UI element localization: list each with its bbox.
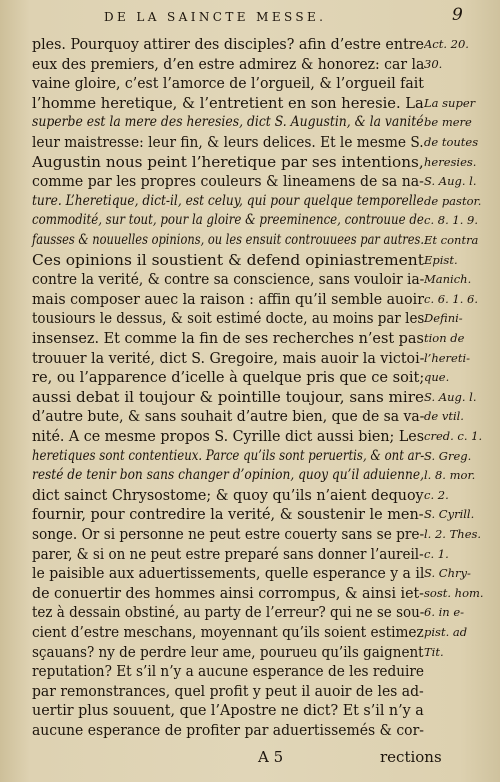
- margin-note: S. Aug. l.: [424, 174, 477, 189]
- text-line: aussi debat il toujour & pointille toujour, sans mire: [32, 387, 424, 406]
- text-line: resté de tenir bon sans changer d’opinion, quoy qu’il aduienne,: [32, 467, 424, 484]
- text-line: Augustin nous peint l’heretique par ses intentions,: [32, 152, 424, 171]
- text-line: superbe est la mere des heresies, dict S. Augustin, & la vanité: [32, 114, 424, 131]
- text-line: commodité, sur tout, pour la gloire & preeminence, controuue de: [32, 212, 424, 229]
- margin-note: l. 2. Thes.: [424, 527, 482, 541]
- margin-note: Et contra: [424, 233, 479, 247]
- text-line: Ces opinions il soustient & defend opiniastrement: [32, 250, 424, 269]
- text-line: sçauans? ny de perdre leur ame, pourueu qu’ils gaignent: [32, 642, 424, 661]
- margin-note: c. 6. 1. 6.: [424, 291, 478, 306]
- text-line: eux des premiers, d’en estre admirez & honorez: car la: [32, 54, 425, 73]
- margin-note: Epist.: [424, 252, 458, 267]
- margin-note: l. 8. mor.: [424, 468, 476, 483]
- text-line: fournir, pour contredire la verité, & soustenir le men-: [32, 505, 424, 524]
- text-line: leur maistresse: leur fin, & leurs delices. Et le mesme S.: [32, 133, 424, 151]
- margin-note: tion de: [424, 331, 465, 345]
- text-line: trouuer la verité, dict S. Gregoire, mais auoir la victoi-: [32, 348, 425, 367]
- text-line: cient d’estre meschans, moyennant qu’ils soient estimez: [32, 623, 424, 641]
- signature-mark: A 5: [258, 748, 284, 766]
- text-line: heretiques sont contentieux. Parce qu’ils sont peruertis, & ont ar-: [32, 447, 425, 464]
- margin-note: Manich.: [424, 272, 472, 287]
- margin-note: c. 1.: [424, 546, 449, 561]
- text-line: dict sainct Chrysostome; & quoy qu’ils n’aient dequoy: [32, 485, 424, 504]
- page-number: 9: [452, 5, 463, 25]
- text-line: tez à dessain obstiné, au party de l’erreur? qui ne se sou-: [32, 603, 425, 622]
- margin-note: c. 2.: [424, 487, 449, 502]
- text-line: le paisible aux aduertissements, quelle esperance y a il: [32, 564, 425, 583]
- margin-note: 30.: [424, 56, 443, 71]
- margin-note: La super: [424, 95, 476, 110]
- text-line: tousiours le dessus, & soit estimé docte, au moins par les: [32, 309, 425, 328]
- margin-note: de vtil.: [424, 409, 464, 424]
- margin-note: Tit.: [424, 644, 444, 659]
- text-line: aucune esperance de profiter par aduertissemés & cor-: [32, 721, 424, 739]
- text-line: songe. Or si personne ne peut estre couerty sans se pre-: [32, 525, 425, 543]
- margin-note: de pastor.: [424, 193, 482, 208]
- text-line: reputation? Et s’il n’y a aucune esperance de les reduire: [32, 662, 424, 681]
- text-line: fausses & nouuelles opinions, ou les ensuit controuuees par autres.: [32, 232, 425, 248]
- text-line: ture. L’heretique, dict-il, est celuy, qui pour quelque temporelle: [32, 192, 424, 209]
- text-line: mais composer auec la raison : affin qu’il semble auoir: [32, 289, 424, 308]
- text-line: l’homme heretique, & l’entretient en son heresie. La: [32, 93, 424, 112]
- text-line: par remonstrances, quel profit y peut il auoir de les ad-: [32, 681, 424, 700]
- text-line: uertir plus souuent, que l’Apostre ne dict? Et s’il n’y a: [32, 701, 424, 720]
- page-header: [0, 4, 500, 30]
- text-line: insensez. Et comme la fin de ses recherches n’est pas: [32, 329, 424, 347]
- margin-note: cred. c. 1.: [424, 429, 483, 443]
- margin-note: S. Cyrill.: [424, 507, 475, 522]
- text-line: de conuertir des hommes ainsi corrompus, & ainsi iet-: [32, 583, 424, 602]
- margin-note: de toutes: [424, 135, 479, 149]
- text-line: contre la verité, & contre sa conscience, sans vouloir ia-: [32, 270, 425, 289]
- margin-note: que.: [424, 370, 450, 385]
- catchword: rections: [380, 748, 442, 766]
- margin-note: heresies.: [424, 154, 477, 169]
- margin-note: l’hereti-: [424, 350, 471, 365]
- text-line: nité. A ce mesme propos S. Cyrille dict aussi bien; Les: [32, 427, 425, 445]
- margin-note: 6. in e-: [424, 605, 465, 620]
- margin-note: S. Greg.: [424, 448, 472, 463]
- text-line: re, ou l’apparence d’icelle à quelque pris que ce soit;: [32, 368, 425, 387]
- text-line: comme par les propres couleurs & lineamens de sa na-: [32, 172, 424, 191]
- text-line: vaine gloire, c’est l’amorce de l’orgueil, & l’orgueil fait: [32, 74, 424, 93]
- page-footer: [0, 748, 500, 772]
- running-head: DE LA SAINCTE MESSE.: [104, 10, 327, 24]
- margin-note: sost. hom.: [424, 585, 484, 600]
- margin-note: be mere: [424, 115, 472, 130]
- margin-note: c. 8. 1. 9.: [424, 213, 478, 228]
- text-line: ples. Pourquoy attirer des disciples? afin d’estre entre: [32, 35, 424, 53]
- margin-note: S. Chry-: [424, 566, 471, 581]
- margin-note: [424, 719, 500, 742]
- text-line: d’autre bute, & sans souhait d’autre bien, que de sa va-: [32, 407, 425, 426]
- margin-note: S. Aug. l.: [424, 389, 477, 404]
- text-line: parer, & si on ne peut estre preparé sans donner l’aureil-: [32, 544, 424, 563]
- margin-note: Defini-: [424, 311, 463, 326]
- margin-note: Act. 20.: [424, 37, 469, 51]
- margin-note: pist. ad: [424, 625, 468, 639]
